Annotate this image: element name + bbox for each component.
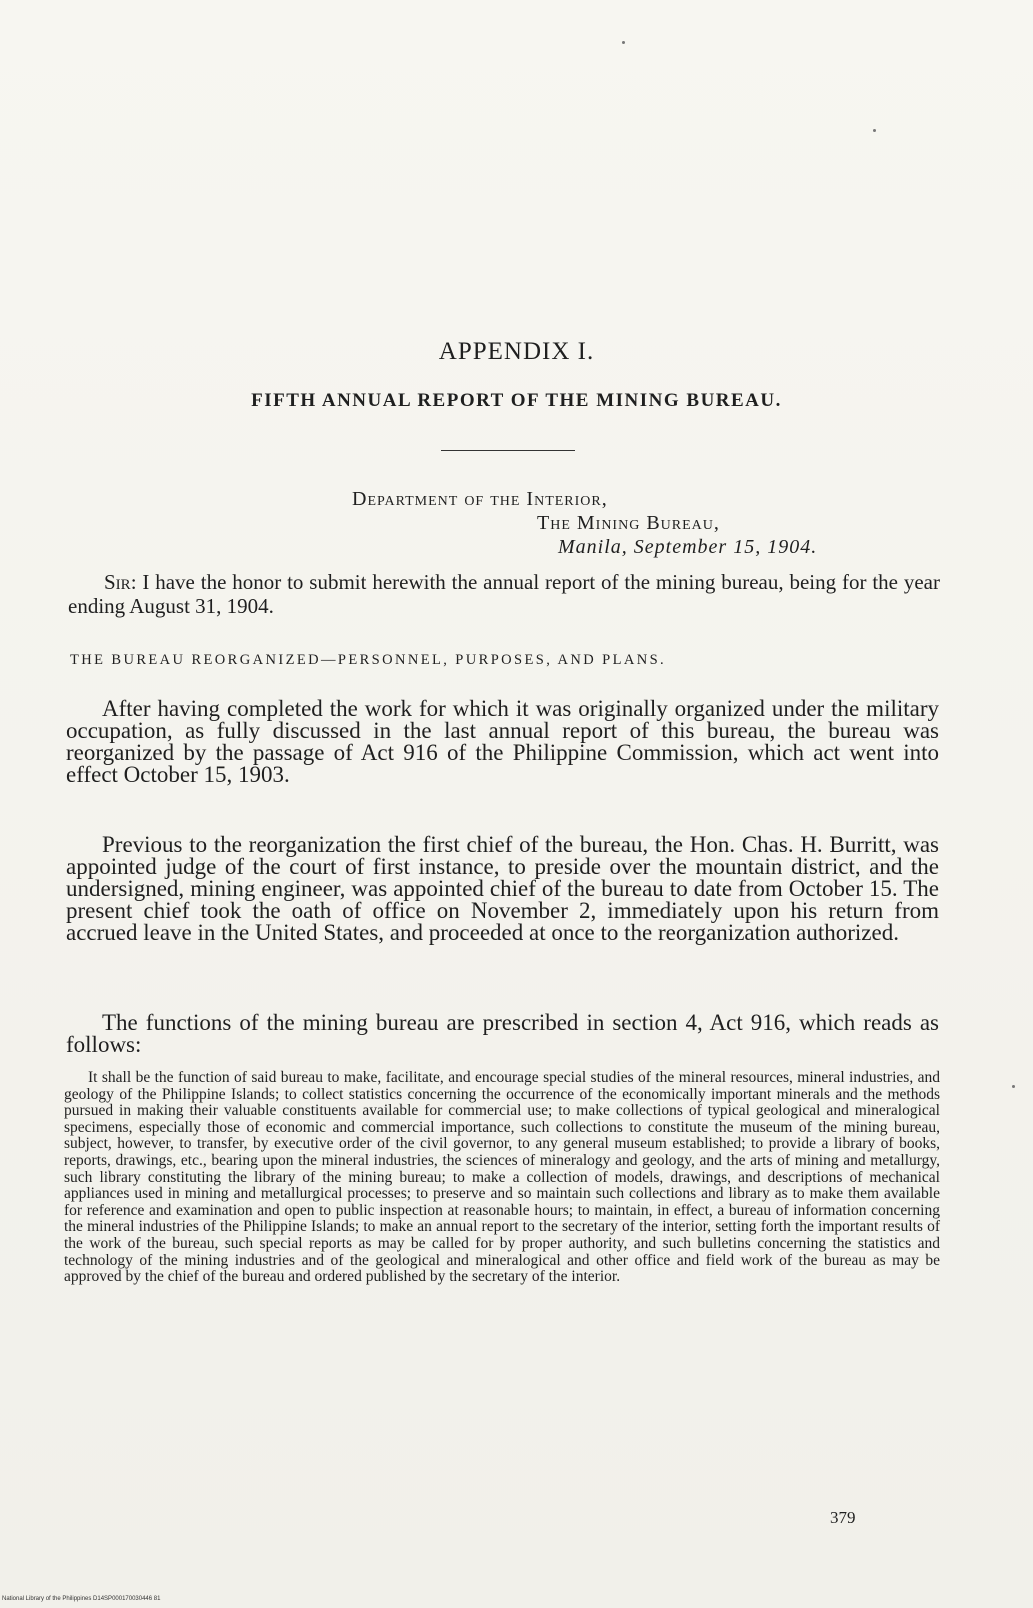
scan-speck (873, 129, 876, 132)
scan-footer-note: National Library of the Philippines D14SP000170030446 81 (2, 1596, 161, 1602)
section-heading: THE BUREAU REORGANIZED—PERSONNEL, PURPOSES, AND PLANS. (70, 652, 667, 668)
body-paragraph: The functions of the mining bureau are prescribed in section 4, Act 916, which reads as follows: (66, 1010, 939, 1057)
report-title: FIFTH ANNUAL REPORT OF THE MINING BUREAU. (251, 390, 782, 411)
salutation-text: : I have the honor to submit herewith the annual report of the mining bureau, being for the year ending August 31, 1904. (68, 570, 940, 618)
salutation-paragraph (68, 570, 940, 618)
address-line-bureau: The Mining Bureau, (537, 512, 720, 534)
body-paragraph: Previous to the reorganization the first chief of the bureau, the Hon. Chas. H. Burritt, was appointed judge of the court of first instance, to preside over the mountain district, and the undersigned, mining engineer, was appointed chief of the bureau to date from October 15. The present chief took the oath of office on November 2, immediately upon his return from accrued leave in the United States, and proceeded at once to the reorganization authorized. (66, 832, 939, 945)
page-number: 379 (830, 1508, 856, 1527)
title-divider (441, 450, 575, 451)
address-line-department: Department of the Interior, (352, 488, 608, 510)
quoted-act-text: It shall be the function of said bureau to make, facilitate, and encourage special studies of the mineral resources, mineral industries, and geology of the Philippine Islands; to collect statistics concerning the occurrence of the economically important minerals and the methods pursued in making their valuable constituents available for commercial use; to make collections of typical geological and mineralogical specimens, especially those of economic and commercial importance, such collections to constitute the museum of the mining bureau, subject, however, to transfer, by executive order of the civil governor, to any general museum established; to provide a library of books, reports, drawings, etc., bearing upon the mineral industries, the sciences of mineralogy and geology, and the arts of mining and metallurgy, such library constituting the library of the mining bureau; to make a collection of models, drawings, and descriptions of mechanical appliances used in mining and metallurgical processes; to preserve and so maintain such collections and library as to make them available for reference and examination and open to public inspection at reasonable hours; to maintain, in effect, a bureau of information concerning the mineral industries of the Philippine Islands; to make an annual report to the secretary of the interior, setting forth the important results of the work of the bureau, such special reports as may be called for by proper authority, and such bulletins concerning the statistics and technology of the mining industries and of the geological and mineralogical and other office and field work of the bureau as may be approved by the chief of the bureau and ordered published by the secretary of the interior. (64, 1069, 940, 1286)
address-line-date: Manila, September 15, 1904. (558, 536, 818, 558)
scan-speck (622, 41, 625, 44)
salutation-sir: Sir (104, 570, 131, 594)
body-paragraph: After having completed the work for which it was originally organized under the military occupation, as fully discussed in the last annual report of this bureau, the bureau was reorganized by the passage of Act 916 of the Philippine Commission, which act went into effect October 15, 1903. (66, 696, 939, 787)
scan-speck (1012, 1085, 1015, 1088)
appendix-heading: APPENDIX I. (438, 338, 595, 365)
